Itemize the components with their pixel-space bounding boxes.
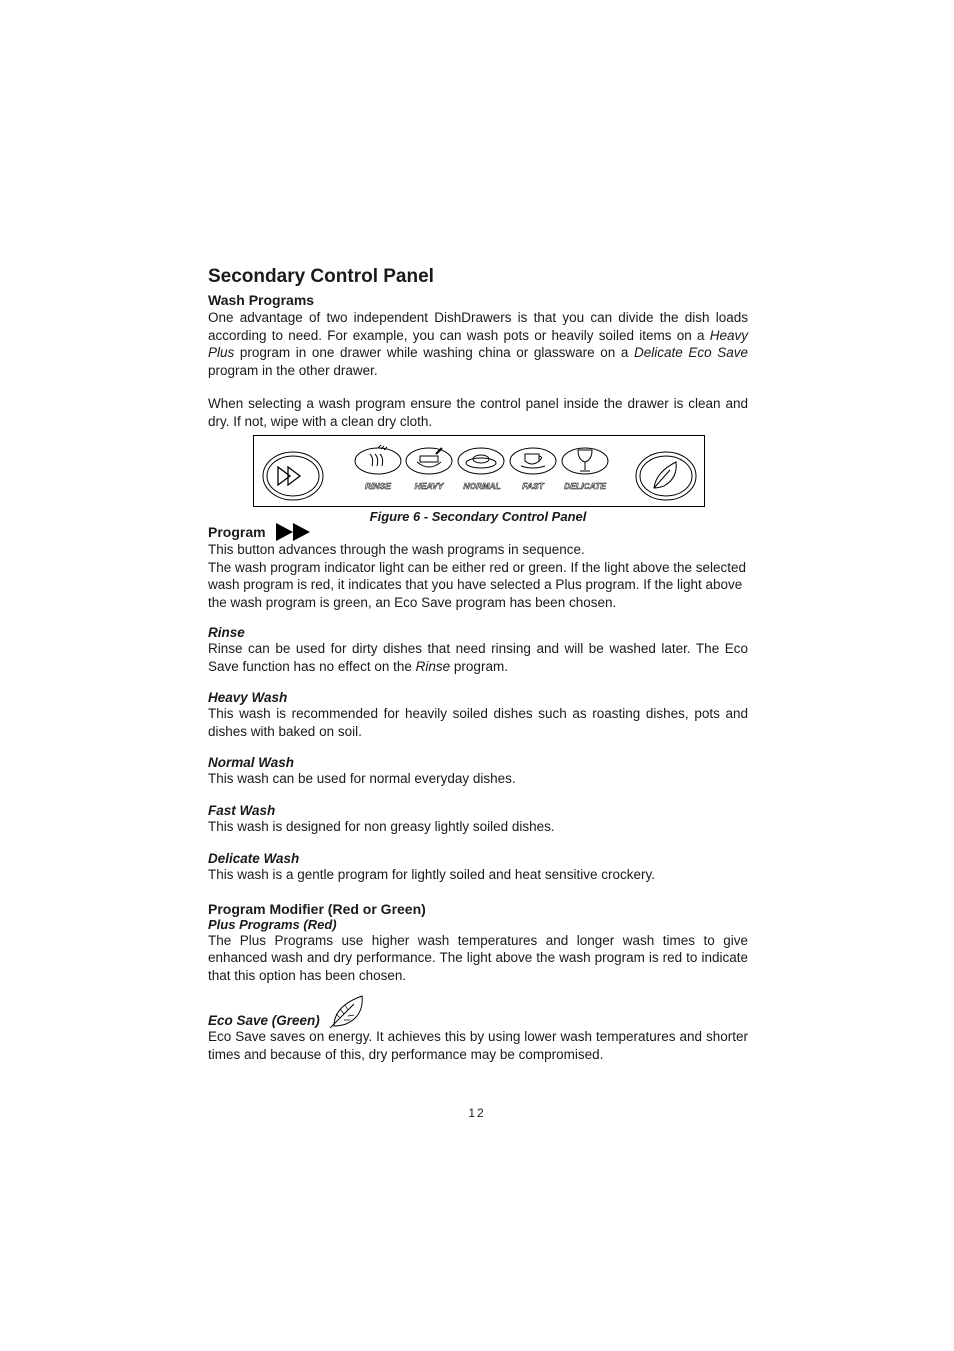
fast-wash-body: This wash is designed for non greasy lightly soiled dishes.: [208, 818, 555, 834]
program-line-1: This button advances through the wash programs in sequence.: [208, 542, 585, 557]
wash-programs-para-2: When selecting a wash program ensure the control panel inside the drawer is clean and dry. If not, wipe with a clean dry cloth.: [208, 396, 748, 429]
plus-programs-body: The Plus Programs use higher wash temperatures and longer wash times to give enhanced wash and dry performance. The light above the wash program is red to indicate that this option has been chosen.: [208, 932, 748, 983]
program-modifier-title: Program Modifier (Red or Green): [208, 900, 426, 917]
rinse-title: Rinse: [208, 625, 245, 640]
secondary-control-panel-figure: [253, 435, 705, 507]
wash-programs-para-1: One advantage of two independent DishDrawers is that you can divide the dish loads according to need. For example, you can wash pots or heavily soiled items on a Heavy Plus program in one drawer while washing china or glassware on a Delicate Eco Save program in the other drawer.: [208, 310, 749, 378]
panel-label-heavy: HEAVY: [414, 481, 444, 491]
delicate-wash-title: Delicate Wash: [208, 851, 300, 866]
wash-programs-title: Wash Programs: [208, 292, 315, 308]
eco-leaf-icon: [636, 452, 696, 500]
panel-label-delicate: DELICATE: [564, 481, 606, 491]
fast-wash-title: Fast Wash: [208, 802, 276, 818]
page-title: Secondary Control Panel: [208, 266, 434, 287]
rinse-body: Rinse can be used for dirty dishes that need rinsing and will be washed later. The Eco Save function has no effect on the Rinse program.: [208, 641, 748, 674]
normal-wash-body: This wash can be used for normal everyday dishes.: [208, 771, 516, 786]
normal-wash-title: Normal Wash: [208, 755, 295, 770]
eco-save-heading: [208, 994, 748, 1028]
panel-label-fast: FAST: [522, 481, 544, 491]
eco-save-title: Eco Save (Green): [208, 1013, 320, 1028]
heavy-wash-body: This wash is recommended for heavily soiled dishes such as roasting dishes, pots and dishes with baked on soil.: [208, 706, 748, 739]
panel-label-rinse: RINSE: [365, 481, 391, 491]
program-heading: [208, 523, 748, 541]
plus-programs-title: Plus Programs (Red): [208, 916, 337, 932]
eco-leaf-small-icon: [328, 994, 368, 1028]
rinse-icon: [355, 445, 401, 474]
program-forward-icon: [274, 523, 314, 541]
page-number: 12: [468, 1106, 486, 1120]
program-title: Program: [208, 524, 266, 540]
heavy-icon: [406, 448, 452, 474]
delicate-icon: [562, 448, 608, 474]
normal-icon: [458, 448, 504, 474]
heavy-wash-title: Heavy Wash: [208, 690, 288, 705]
panel-label-normal: NORMAL: [463, 481, 501, 491]
figure-caption: Figure 6 - Secondary Control Panel: [369, 509, 587, 524]
program-section: [208, 523, 748, 1063]
program-advance-icon: [263, 452, 323, 500]
wash-programs-section: [208, 292, 748, 430]
delicate-wash-body: This wash is a gentle program for lightly soiled and heat sensitive crockery.: [208, 867, 655, 882]
fast-icon: [510, 448, 556, 474]
program-line-2: The wash program indicator light can be either red or green. If the light above the selected wash program is red, it indicates that you have selected a Plus program. If the light above the wash program is green, an Eco Save program has been chosen.: [208, 559, 747, 610]
eco-save-body: Eco Save saves on energy. It achieves this by using lower wash temperatures and shorter times and because of this, dry performance may be compromised.: [208, 1029, 748, 1062]
